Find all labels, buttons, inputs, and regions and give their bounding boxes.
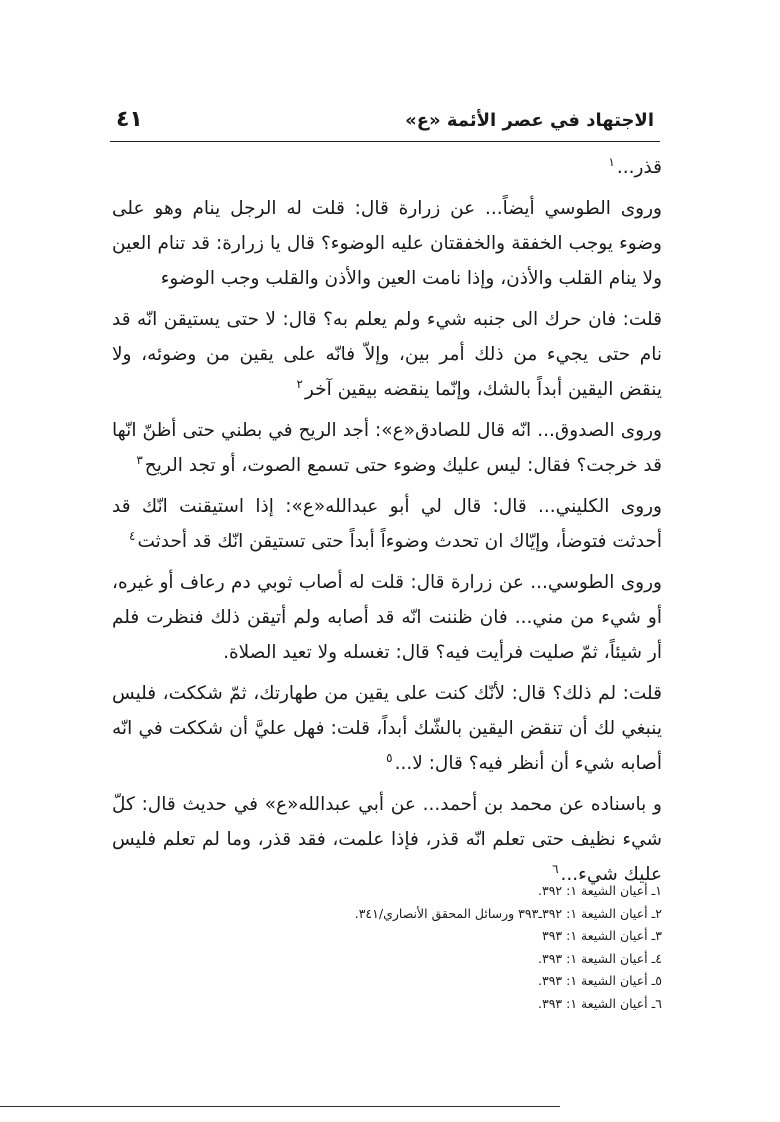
paragraph-6	[112, 565, 662, 670]
paragraph-8	[112, 787, 662, 892]
footnote-ref-4: ٤	[128, 528, 136, 543]
page-number: ٤١	[116, 107, 143, 132]
footnote-4: ٤ـ أعيان الشيعة ١: ٣٩٣.	[538, 950, 662, 966]
paragraph-4	[112, 413, 662, 483]
footnote-ref-3: ٣	[136, 452, 143, 467]
footnote-ref-5: ٥	[386, 750, 393, 765]
footnote-6: ٦ـ أعيان الشيعة ١: ٣٩٣.	[538, 995, 662, 1011]
paragraph-3-text: قلت: فان حرك الى جنبه شيء ولم يعلم به؟ قال: لا حتى يستيقن انّه قد نام حتى يجيء من ذلك أمر بين، وإلاّ فانّه على يقين من وضوئه، ولا ينقض اليقين أبداً بالشك، وإنّما ينقضه بيقين آخر	[112, 309, 662, 400]
paragraph-5-text: وروى الكليني... قال: قال لي أبو عبدالله«ع»: إذا استيقنت انّك قد أحدثت فتوضأ، وإيّاك ان تحدث وضوءاً أبداً حتى تستيقن انّك قد أحدثت	[112, 496, 662, 552]
footnote-5: ٥ـ أعيان الشيعة ١: ٣٩٣.	[538, 973, 662, 988]
paragraph-3	[112, 302, 662, 407]
bottom-rule	[0, 1106, 560, 1107]
header-rule	[110, 141, 660, 142]
footnote-ref-1: ١	[608, 154, 615, 169]
paragraph-2	[112, 191, 662, 296]
running-header	[110, 106, 660, 142]
footnote-2: ٢ـ أعيان الشيعة ١: ٣٩٢ـ٣٩٣ ورسائل المحقق الأنصاري/٣٤١.	[354, 905, 662, 921]
body-text	[112, 150, 662, 898]
footnote-ref-2: ٢	[296, 376, 303, 391]
paragraph-1	[112, 150, 662, 185]
paragraph-4-text: وروى الصدوق... انّه قال للصادق«ع»: أجد الريح في بطني حتى أظنّ انّها قد خرجت؟ فقال: ليس عليك وضوء حتى تسمع الصوت، أو تجد الريح	[112, 420, 662, 476]
paragraph-5	[112, 489, 662, 559]
footnote-ref-6: ٦	[552, 861, 559, 876]
paragraph-8-text: و باسناده عن محمد بن أحمد... عن أبي عبدالله«ع» في حديث قال: كلّ شيء نظيف حتى تعلم انّه قذر، فإذا علمت، فقد قذر، وما لم تعلم فليس عليك شيء...	[112, 794, 662, 885]
paragraph-7	[112, 676, 662, 781]
footnotes	[112, 880, 662, 1015]
paragraph-1-text: قذر...	[616, 157, 662, 178]
paragraph-7-text: قلت: لم ذلك؟ قال: لأنّك كنت على يقين من طهارتك، ثمّ شككت، فليس ينبغي لك أن تنقض اليقين بالشّك أبداً، قلت: فهل عليَّ أن شككت في انّه أصابه شيء أن أنظر فيه؟ قال: لا...	[112, 683, 662, 774]
paragraph-2-text: وروى الطوسي أيضاً... عن زرارة قال: قلت له الرجل ينام وهو على وضوء يوجب الخفقة والخفقتان عليه الوضوء؟ قال يا زرارة: قد تنام العين ولا ينام القلب والأذن، وإذا نامت العين والأذن والقلب وجب الوضوء	[112, 198, 662, 289]
running-header-title: الاجتهاد في عصر الأئمة «ع»	[405, 110, 654, 131]
paragraph-6-text: وروى الطوسي... عن زرارة قال: قلت له أصاب ثوبي دم رعاف أو غيره، أو شيء من مني... فان ظننت انّه قد أصابه ولم أتيقن ذلك فنظرت فلم أر شيئاً، ثمّ صليت فرأيت فيه؟ قال: تغسله ولا تعيد الصلاة.	[112, 572, 662, 663]
footnote-3: ٣ـ أعيان الشيعة ١: ٣٩٣	[542, 928, 662, 943]
footnote-1: ١ـ أعيان الشيعة ١: ٣٩٢.	[538, 883, 662, 898]
